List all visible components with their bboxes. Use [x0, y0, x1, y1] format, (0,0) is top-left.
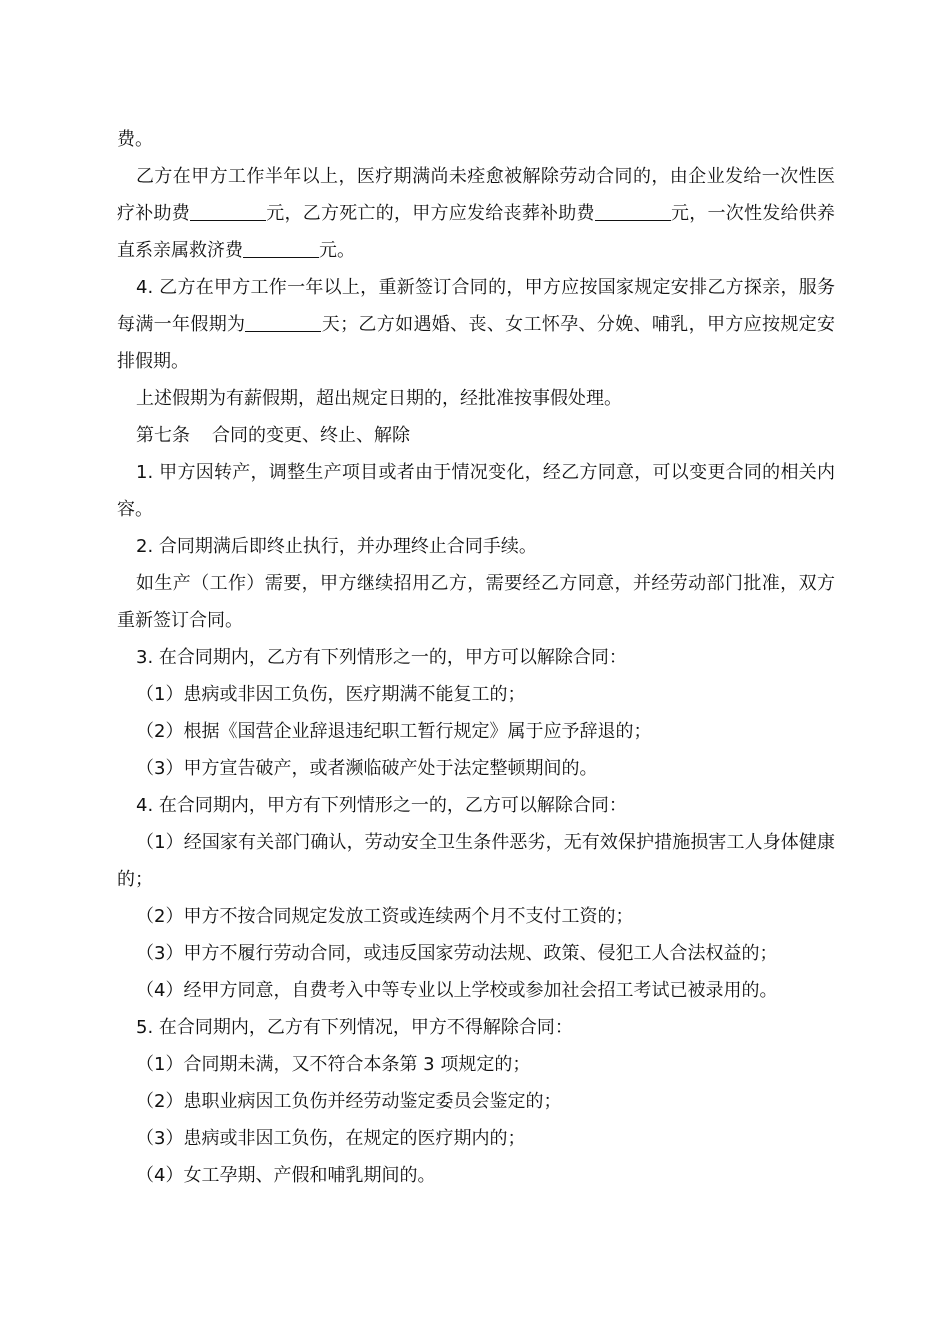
- list-item: （1）经国家有关部门确认，劳动安全卫生条件恶劣，无有效保护措施损害工人身体健康的；: [117, 832, 835, 890]
- paragraph: 如生产（工作）需要，甲方继续招用乙方，需要经乙方同意，并经劳动部门批准，双方重新签订合同。: [117, 573, 835, 631]
- article-heading: [117, 417, 835, 454]
- paragraph-text: 4. 乙方在甲方工作一年以上，重新签订合同的，甲方应按国家规定安排乙方探亲，服务每满一年假期为: [117, 277, 835, 335]
- paragraph: 2. 合同期满后即终止执行，并办理终止合同手续。: [136, 536, 537, 557]
- list-item: （3）甲方宣告破产，或者濒临破产处于法定整顿期间的。: [136, 758, 598, 779]
- list-item: （4）女工孕期、产假和哺乳期间的。: [136, 1165, 436, 1186]
- document-body: [117, 121, 835, 1194]
- article-number: 第七条: [136, 425, 190, 446]
- fill-in-blank: [190, 202, 266, 221]
- list-item: （2）甲方不按合同规定发放工资或连续两个月不支付工资的；: [136, 906, 634, 927]
- fill-in-blank: [245, 313, 321, 332]
- fill-in-blank: [595, 202, 671, 221]
- list-item: （2）根据《国营企业辞退违纪职工暂行规定》属于应予辞退的；: [136, 721, 652, 742]
- article-title: 合同的变更、终止、解除: [212, 425, 410, 446]
- list-item: （2）患职业病因工负伤并经劳动鉴定委员会鉴定的；: [136, 1091, 562, 1112]
- paragraph-text: 元，乙方死亡的，甲方应发给丧葬补助费: [266, 203, 595, 224]
- list-item: （1）患病或非因工负伤，医疗期满不能复工的；: [136, 684, 526, 705]
- paragraph: 3. 在合同期内，乙方有下列情形之一的，甲方可以解除合同：: [136, 647, 627, 668]
- fill-in-blank: [243, 239, 319, 258]
- paragraph-text: 乙方在甲方工作半年以上，医疗期满尚未痊愈被解除劳动合同的，由企业发给一次性医疗补助费: [117, 166, 835, 224]
- paragraph: 1. 甲方因转产，调整生产项目或者由于情况变化，经乙方同意，可以变更合同的相关内容。: [117, 462, 835, 520]
- paragraph: 5. 在合同期内，乙方有下列情况，甲方不得解除合同：: [136, 1017, 573, 1038]
- list-item: （4）经甲方同意，自费考入中等专业以上学校或参加社会招工考试已被录用的。: [136, 980, 778, 1001]
- paragraph-text: 天；乙方如遇婚、丧、女工怀孕、分娩、哺乳，甲方应按规定安排假期。: [117, 314, 836, 372]
- list-item: （3）患病或非因工负伤，在规定的医疗期内的；: [136, 1128, 526, 1149]
- paragraph-text: 元。: [319, 240, 355, 261]
- paragraph: 费。: [117, 129, 153, 150]
- list-item: （1）合同期未满，又不符合本条第 3 项规定的；: [136, 1054, 531, 1075]
- list-item: （3）甲方不履行劳动合同，或违反国家劳动法规、政策、侵犯工人合法权益的；: [136, 943, 778, 964]
- paragraph: 上述假期为有薪假期，超出规定日期的，经批准按事假处理。: [136, 388, 622, 409]
- paragraph: [117, 158, 835, 269]
- paragraph-text: 元，一次性发给供养直系亲属救济费: [117, 203, 835, 261]
- paragraph: 4. 在合同期内，甲方有下列情形之一的，乙方可以解除合同：: [136, 795, 627, 816]
- paragraph: [117, 269, 835, 380]
